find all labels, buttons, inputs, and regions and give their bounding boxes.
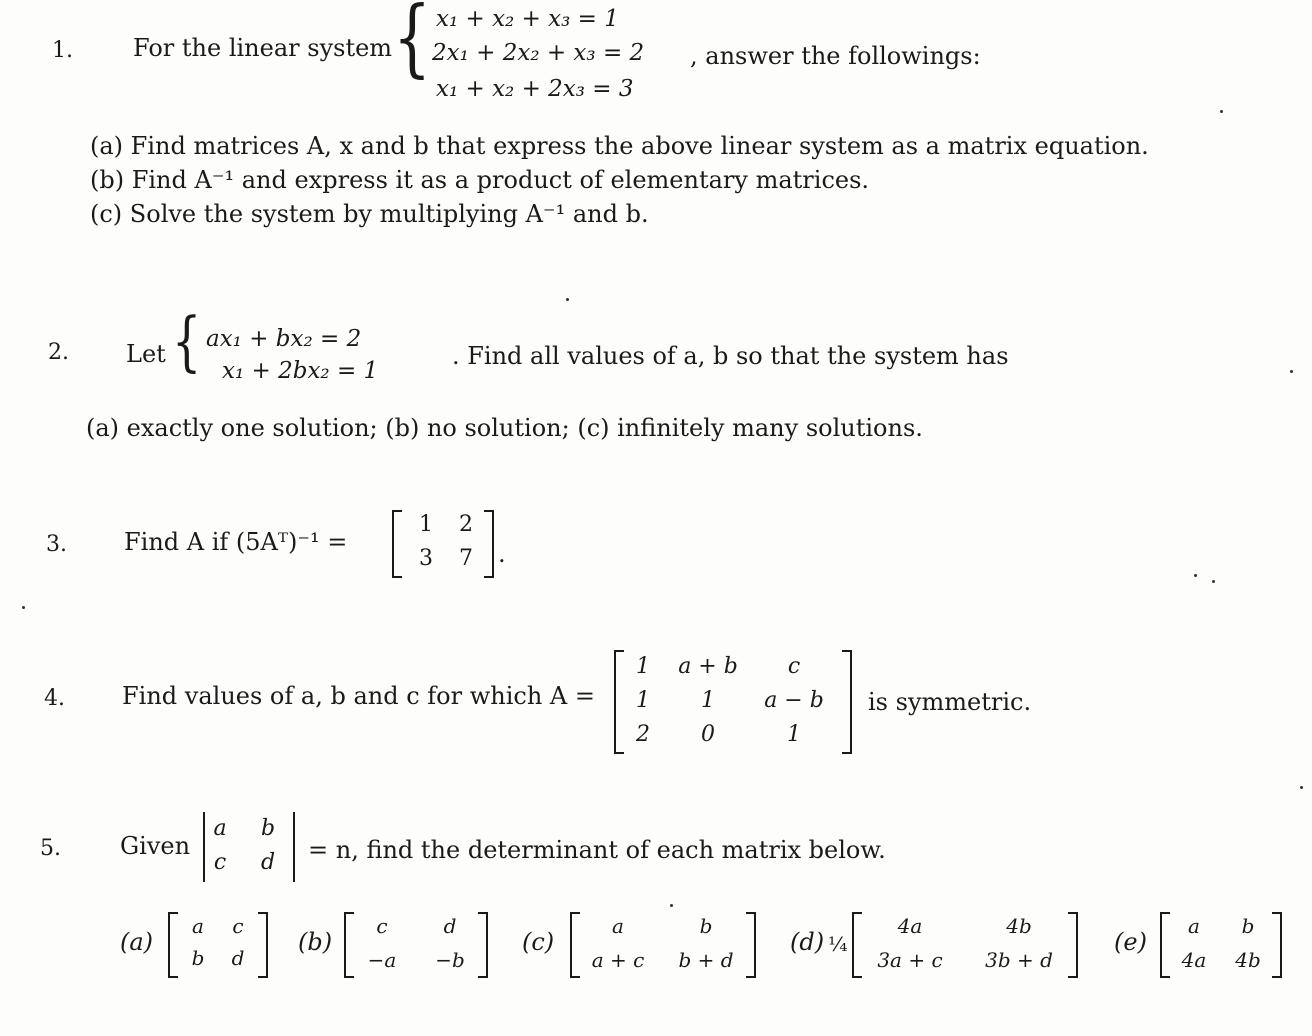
problem-2-equation-2: x₁ + 2bx₂ = 1 — [222, 358, 379, 384]
scan-speck — [1212, 580, 1215, 583]
scan-speck — [670, 904, 673, 907]
problem-3-matrix-cell: 1 — [419, 512, 433, 537]
problem-1-part-b: (b) Find A⁻¹ and express it as a product of elementary matrices. — [90, 166, 870, 194]
problem-5-det-right-bar — [293, 812, 295, 882]
matrix-d-label: (d) — [790, 928, 825, 956]
problem-3-trailing: . — [498, 540, 506, 568]
problem-4-matrix-cell: 1 — [636, 654, 650, 679]
problem-1-intro: For the linear system — [133, 34, 393, 62]
problem-3-number: 3. — [46, 532, 67, 557]
problem-1-part-a: (a) Find matrices A, x and b that express the above linear system as a matrix equation. — [90, 132, 1149, 160]
problem-4-matrix-cell: 1 — [787, 722, 801, 747]
scan-speck — [1220, 110, 1223, 113]
problem-5-det-cell: a — [213, 816, 227, 841]
scan-speck — [1194, 574, 1197, 577]
problem-3-matrix-cell: 3 — [419, 546, 433, 571]
matrix-d-cell: 4b — [1006, 914, 1032, 938]
matrix-c-right-bracket — [746, 912, 756, 978]
matrix-a-cell: a — [192, 914, 204, 938]
problem-4-matrix-cell: 0 — [701, 722, 715, 747]
matrix-a-right-bracket — [258, 912, 268, 978]
matrix-d-scalar: ¼ — [828, 932, 848, 956]
problem-4-matrix-cell: a − b — [764, 688, 824, 713]
matrix-e-right-bracket — [1272, 912, 1282, 978]
matrix-b-cell: d — [443, 914, 457, 938]
problem-4-matrix-cell: 1 — [701, 688, 715, 713]
matrix-b-cell: −b — [435, 948, 465, 972]
problem-4-trailing: is symmetric. — [868, 688, 1032, 716]
problem-5-number: 5. — [40, 836, 61, 861]
problem-5-trailing: = n, find the determinant of each matrix below. — [308, 836, 886, 864]
problem-3-intro: Find A if (5Aᵀ)⁻¹ = — [124, 528, 348, 556]
matrix-b-right-bracket — [478, 912, 488, 978]
problem-4-intro: Find values of a, b and c for which A = — [122, 682, 595, 710]
problem-1-equation-2: 2x₁ + 2x₂ + x₃ = 2 — [432, 40, 645, 66]
matrix-d-cell: 3a + c — [877, 948, 943, 972]
problem-5-det-cell: c — [213, 850, 227, 875]
problem-3-matrix-right-bracket — [484, 510, 494, 578]
matrix-e-cell: a — [1188, 914, 1200, 938]
problem-1-trailing: , answer the followings: — [690, 42, 981, 70]
problem-1-part-c: (c) Solve the system by multiplying A⁻¹ and b. — [90, 200, 649, 228]
matrix-a-cell: d — [231, 946, 245, 970]
problem-4-matrix-cell: a + b — [678, 654, 738, 679]
scan-speck — [1300, 786, 1303, 789]
problem-2-brace: { — [172, 303, 202, 379]
problem-1-number: 1. — [52, 38, 73, 63]
scan-speck — [22, 606, 25, 609]
problem-4-matrix-cell: 1 — [636, 688, 650, 713]
problem-2-parts: (a) exactly one solution; (b) no solution; (c) infinitely many solutions. — [86, 414, 923, 442]
problem-4-matrix-cell: 2 — [636, 722, 650, 747]
scan-speck — [566, 298, 569, 301]
matrix-a-label: (a) — [120, 928, 154, 956]
matrix-a-cell: c — [232, 914, 244, 938]
problem-5-intro: Given — [120, 832, 191, 860]
matrix-b-label: (b) — [298, 928, 333, 956]
problem-2-intro: Let — [126, 340, 166, 368]
problem-5-det-cell: b — [260, 816, 276, 841]
problem-3-matrix-cell: 7 — [459, 546, 473, 571]
matrix-e-cell: 4a — [1181, 948, 1207, 972]
problem-1-equation-1: x₁ + x₂ + x₃ = 1 — [436, 6, 619, 32]
scan-speck — [1290, 370, 1293, 373]
problem-1-brace: { — [393, 0, 432, 87]
matrix-c-cell: a — [612, 914, 624, 938]
problem-3-matrix-cell: 2 — [459, 512, 473, 537]
matrix-c-cell: b + d — [678, 948, 734, 972]
problem-1-equation-3: x₁ + x₂ + 2x₃ = 3 — [436, 76, 634, 102]
matrix-d-cell: 4a — [897, 914, 923, 938]
matrix-b-cell: c — [376, 914, 388, 938]
matrix-e-label: (e) — [1114, 928, 1147, 956]
matrix-e-cell: 4b — [1235, 948, 1261, 972]
problem-4-matrix-cell: c — [787, 654, 801, 679]
matrix-d-left-bracket — [852, 912, 862, 978]
matrix-e-cell: b — [1241, 914, 1255, 938]
problem-2-number: 2. — [48, 340, 69, 365]
problem-4-matrix-right-bracket — [842, 650, 852, 754]
matrix-d-cell: 3b + d — [985, 948, 1053, 972]
problem-5-det-cell: d — [260, 850, 276, 875]
problem-4-number: 4. — [44, 686, 65, 711]
matrix-c-label: (c) — [522, 928, 555, 956]
problem-2-equation-1: ax₁ + bx₂ = 2 — [206, 326, 362, 352]
matrix-d-right-bracket — [1068, 912, 1078, 978]
problem-2-trailing: . Find all values of a, b so that the system has — [452, 342, 1009, 370]
matrix-c-cell: a + c — [591, 948, 645, 972]
matrix-c-cell: b — [699, 914, 713, 938]
matrix-a-cell: b — [191, 946, 205, 970]
matrix-b-cell: −a — [367, 948, 397, 972]
